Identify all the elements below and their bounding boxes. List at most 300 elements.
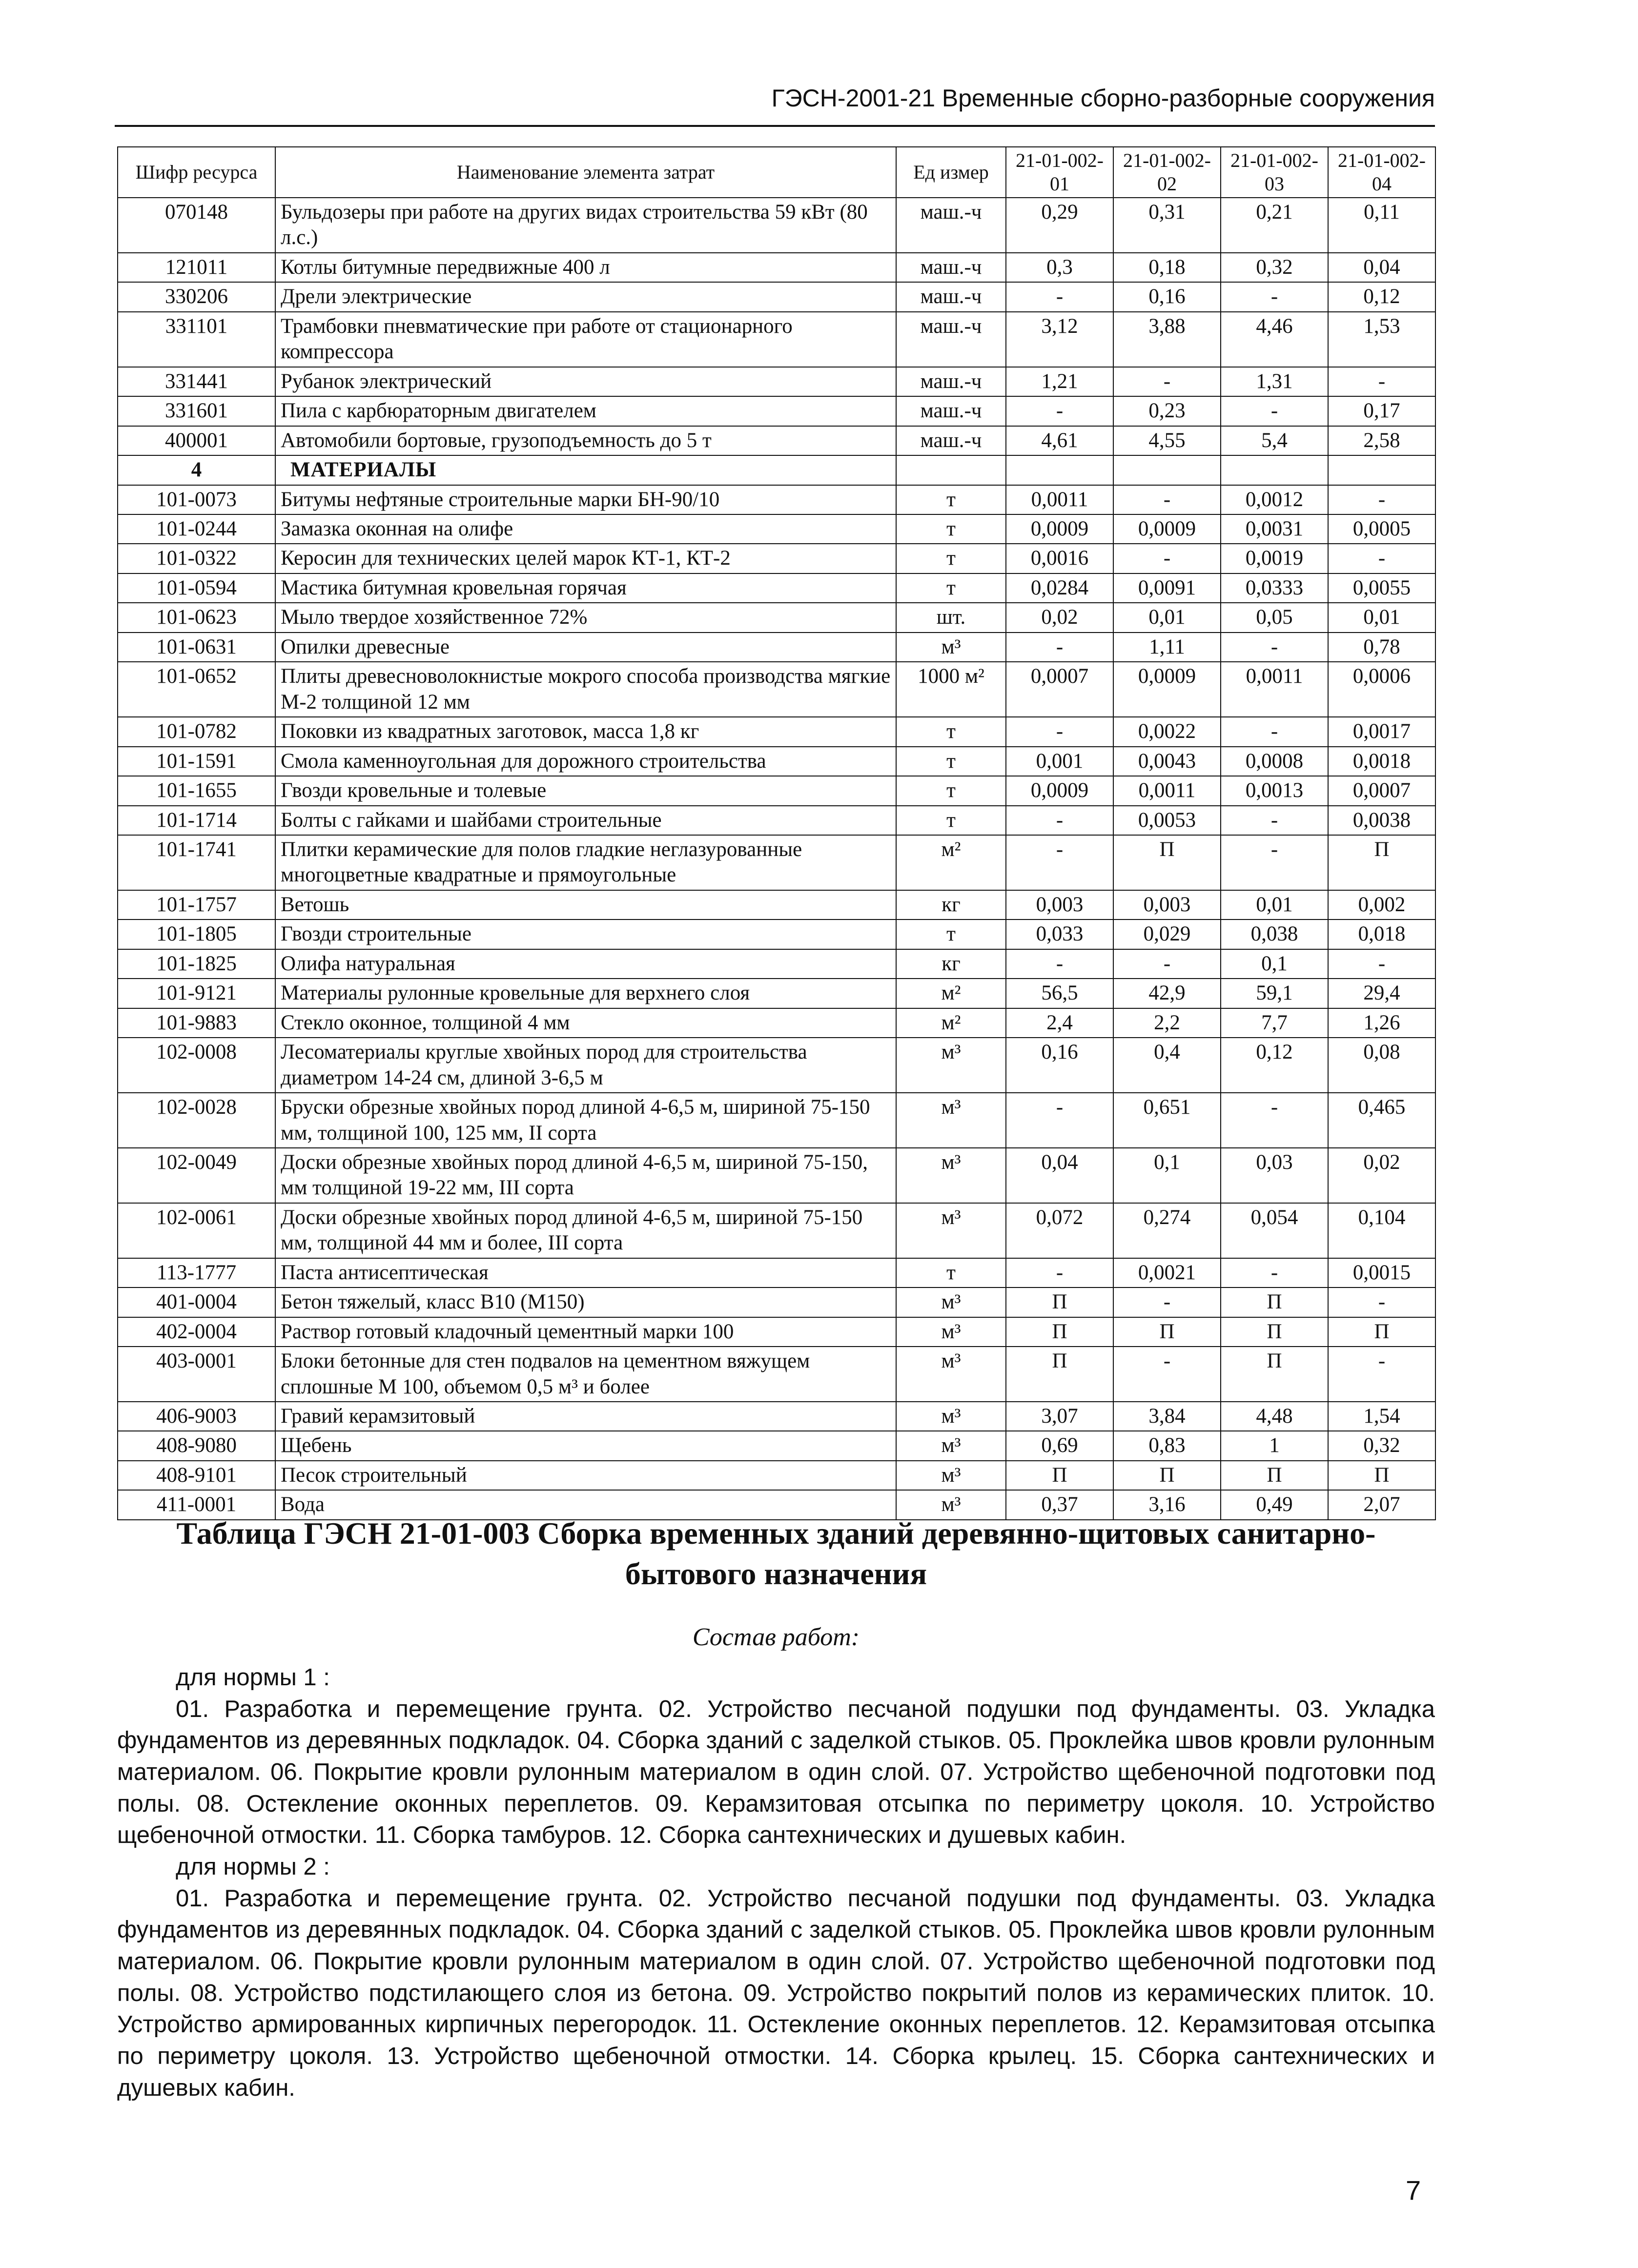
cell-norm-2: 0,0021 (1113, 1258, 1221, 1287)
table-row (118, 633, 1435, 662)
cell-norm-1: 0,0016 (1006, 544, 1113, 573)
cell-unit: маш.-ч (896, 253, 1006, 282)
cell-name: Автомобили бортовые, грузоподъемность до 5 т (275, 426, 896, 455)
cell-norm-2: 0,651 (1113, 1093, 1221, 1148)
cell-name: Лесоматериалы круглые хвойных пород для строительства диаметром 14-24 см, длиной 3-6,5 м (275, 1038, 896, 1093)
cell-unit: м³ (896, 1461, 1006, 1490)
cell-code: 101-1741 (118, 835, 275, 890)
cell-norm-2: 1,11 (1113, 633, 1221, 662)
cell-norm-2: 4,55 (1113, 426, 1221, 455)
cell-name: Замазка оконная на олифе (275, 514, 896, 544)
cell-name: Поковки из квадратных заготовок, масса 1,8 кг (275, 717, 896, 746)
cell-norm-2: 3,16 (1113, 1490, 1221, 1519)
cell-unit: м³ (896, 1148, 1006, 1203)
cell-norm-3: П (1221, 1317, 1328, 1347)
table-row (118, 1148, 1435, 1203)
cell-code: 408-9080 (118, 1431, 275, 1460)
cell-code: 4 (118, 455, 275, 485)
cell-norm-1 (1006, 455, 1113, 485)
cell-norm-4: 2,07 (1328, 1490, 1435, 1519)
cell-norm-2: П (1113, 1317, 1221, 1347)
table-row (118, 890, 1435, 919)
cell-norm-4 (1328, 455, 1435, 485)
cell-norm-2: 0,003 (1113, 890, 1221, 919)
cell-name: Керосин для технических целей марок КТ-1, КТ-2 (275, 544, 896, 573)
cell-norm-4: 0,01 (1328, 603, 1435, 632)
cell-norm-3: 59,1 (1221, 979, 1328, 1008)
cell-norm-2: 0,029 (1113, 919, 1221, 949)
cell-code: 401-0004 (118, 1287, 275, 1317)
table-row (118, 662, 1435, 717)
cell-unit: маш.-ч (896, 367, 1006, 396)
cell-code: 101-0073 (118, 485, 275, 514)
cell-name: Гравий керамзитовый (275, 1402, 896, 1431)
cell-norm-1: - (1006, 806, 1113, 835)
cell-norm-3: 0,054 (1221, 1203, 1328, 1258)
cell-unit: м³ (896, 1347, 1006, 1402)
composition-text (117, 1662, 1435, 2104)
col-header-name: Наименование элемента затрат (275, 147, 896, 198)
cell-norm-4: 29,4 (1328, 979, 1435, 1008)
cell-norm-4: 1,26 (1328, 1008, 1435, 1038)
cell-unit: шт. (896, 603, 1006, 632)
cell-norm-4: 0,78 (1328, 633, 1435, 662)
cell-norm-2: 0,0009 (1113, 514, 1221, 544)
table-row (118, 1347, 1435, 1402)
cell-code: 403-0001 (118, 1347, 275, 1402)
cell-name: Гвозди кровельные и толевые (275, 776, 896, 805)
cell-norm-3: 0,32 (1221, 253, 1328, 282)
cell-norm-4: 0,0015 (1328, 1258, 1435, 1287)
cell-name: Материалы рулонные кровельные для верхнего слоя (275, 979, 896, 1008)
cell-norm-2: 0,01 (1113, 603, 1221, 632)
cell-norm-3: - (1221, 282, 1328, 311)
cell-code: 102-0049 (118, 1148, 275, 1203)
cell-code: 101-1805 (118, 919, 275, 949)
cell-name: Трамбовки пневматические при работе от стационарного компрессора (275, 312, 896, 367)
cell-norm-4: 0,0007 (1328, 776, 1435, 805)
cell-norm-1: 0,37 (1006, 1490, 1113, 1519)
norm-1-label: для нормы 1 : (176, 1664, 330, 1691)
cell-unit: т (896, 717, 1006, 746)
cell-norm-3: 0,0031 (1221, 514, 1328, 544)
cell-norm-2 (1113, 455, 1221, 485)
cell-norm-1: 0,003 (1006, 890, 1113, 919)
cell-code: 113-1777 (118, 1258, 275, 1287)
table-row (118, 396, 1435, 426)
cell-name: Песок строительный (275, 1461, 896, 1490)
cell-norm-1: 0,02 (1006, 603, 1113, 632)
cell-name: Плитки керамические для полов гладкие неглазурованные многоцветные квадратные и прямоугольные (275, 835, 896, 890)
cell-code: 102-0061 (118, 1203, 275, 1258)
cell-norm-3 (1221, 455, 1328, 485)
col-header-norm-3: 21-01-002-03 (1221, 147, 1328, 198)
cell-unit: м³ (896, 1490, 1006, 1519)
cell-name: Паста антисептическая (275, 1258, 896, 1287)
cell-code: 406-9003 (118, 1402, 275, 1431)
table-row (118, 835, 1435, 890)
cell-norm-4: П (1328, 1317, 1435, 1347)
cell-norm-2: 0,1 (1113, 1148, 1221, 1203)
cell-norm-3: 0,0333 (1221, 573, 1328, 603)
cell-code: 411-0001 (118, 1490, 275, 1519)
cell-norm-4: 2,58 (1328, 426, 1435, 455)
cell-unit: т (896, 514, 1006, 544)
cell-norm-2: 0,0022 (1113, 717, 1221, 746)
table-row (118, 312, 1435, 367)
cell-name: Битумы нефтяные строительные марки БН-90/10 (275, 485, 896, 514)
table-row (118, 485, 1435, 514)
cell-norm-4: 0,17 (1328, 396, 1435, 426)
cell-norm-4: 1,53 (1328, 312, 1435, 367)
cell-norm-4: 0,11 (1328, 198, 1435, 253)
cell-code: 402-0004 (118, 1317, 275, 1347)
cell-code: 101-1591 (118, 747, 275, 776)
cell-norm-3: - (1221, 835, 1328, 890)
cell-unit: м² (896, 979, 1006, 1008)
cell-code: 121011 (118, 253, 275, 282)
cell-norm-2: 3,84 (1113, 1402, 1221, 1431)
table-row (118, 806, 1435, 835)
table-row (118, 919, 1435, 949)
cell-code: 101-0322 (118, 544, 275, 573)
cell-norm-1: П (1006, 1287, 1113, 1317)
cell-norm-1: - (1006, 396, 1113, 426)
cell-norm-2: 2,2 (1113, 1008, 1221, 1038)
cell-norm-4: 0,0018 (1328, 747, 1435, 776)
section-title-line-1: Таблица ГЭСН 21-01-003 Сборка временных зданий деревянно-щитовых санитарно- (176, 1516, 1376, 1551)
cell-norm-4: - (1328, 949, 1435, 979)
cell-code: 101-9883 (118, 1008, 275, 1038)
cell-norm-3: 4,46 (1221, 312, 1328, 367)
table-row (118, 1402, 1435, 1431)
cell-norm-4: 0,018 (1328, 919, 1435, 949)
cell-norm-1: 3,12 (1006, 312, 1113, 367)
section-title-line-2: бытового назначения (625, 1556, 927, 1592)
cell-code: 102-0008 (118, 1038, 275, 1093)
cell-unit: маш.-ч (896, 198, 1006, 253)
cell-code: 101-0623 (118, 603, 275, 632)
cell-name: Гвозди строительные (275, 919, 896, 949)
cell-norm-3: - (1221, 1258, 1328, 1287)
cell-code: 330206 (118, 282, 275, 311)
cell-norm-2: П (1113, 835, 1221, 890)
cell-norm-2: 0,16 (1113, 282, 1221, 311)
cell-unit: т (896, 776, 1006, 805)
cell-unit: м³ (896, 1431, 1006, 1460)
cell-norm-1: 3,07 (1006, 1402, 1113, 1431)
cell-code: 101-0594 (118, 573, 275, 603)
cell-norm-4: - (1328, 367, 1435, 396)
cell-norm-3: 0,0008 (1221, 747, 1328, 776)
cell-norm-1: - (1006, 835, 1113, 890)
cell-norm-2: 0,0091 (1113, 573, 1221, 603)
cell-norm-1: - (1006, 633, 1113, 662)
cell-unit: т (896, 919, 1006, 949)
table-row (118, 1038, 1435, 1093)
cell-name: Пила с карбюраторным двигателем (275, 396, 896, 426)
cell-norm-4: - (1328, 1287, 1435, 1317)
cell-norm-3: 0,0013 (1221, 776, 1328, 805)
table-row (118, 573, 1435, 603)
cell-unit (896, 455, 1006, 485)
table-row (118, 949, 1435, 979)
cell-name: Доски обрезные хвойных пород длиной 4-6,5 м, шириной 75-150, мм толщиной 19-22 мм, III сорта (275, 1148, 896, 1203)
cell-norm-4: 0,0006 (1328, 662, 1435, 717)
cell-norm-3: 0,1 (1221, 949, 1328, 979)
cell-name: Ветошь (275, 890, 896, 919)
cell-norm-2: 0,4 (1113, 1038, 1221, 1093)
col-header-norm-1: 21-01-002-01 (1006, 147, 1113, 198)
cell-norm-3: - (1221, 396, 1328, 426)
cell-norm-4: - (1328, 544, 1435, 573)
cell-norm-1: 0,0284 (1006, 573, 1113, 603)
cell-code: 101-1714 (118, 806, 275, 835)
table-row (118, 1258, 1435, 1287)
cell-norm-4: 0,0017 (1328, 717, 1435, 746)
resource-table (117, 146, 1436, 1520)
cell-code: 101-1825 (118, 949, 275, 979)
cell-norm-1: 0,0011 (1006, 485, 1113, 514)
cell-norm-2: 0,0053 (1113, 806, 1221, 835)
cell-unit: т (896, 1258, 1006, 1287)
cell-norm-3: 0,12 (1221, 1038, 1328, 1093)
table-header-row (118, 147, 1435, 198)
table-row (118, 717, 1435, 746)
cell-name: Дрели электрические (275, 282, 896, 311)
cell-norm-4: 0,04 (1328, 253, 1435, 282)
cell-norm-1: 56,5 (1006, 979, 1113, 1008)
cell-norm-3: 0,0011 (1221, 662, 1328, 717)
table-row (118, 1317, 1435, 1347)
cell-norm-1: 0,0009 (1006, 514, 1113, 544)
table-row (118, 426, 1435, 455)
cell-unit: м³ (896, 1287, 1006, 1317)
cell-norm-1: 1,21 (1006, 367, 1113, 396)
col-header-norm-4: 21-01-002-04 (1328, 147, 1435, 198)
cell-unit: м³ (896, 1093, 1006, 1148)
cell-norm-1: П (1006, 1347, 1113, 1402)
cell-unit: маш.-ч (896, 426, 1006, 455)
norm-2-label: для нормы 2 : (176, 1854, 330, 1880)
composition-heading: Состав работ: (692, 1623, 860, 1651)
cell-name: Доски обрезные хвойных пород длиной 4-6,5 м, шириной 75-150 мм, толщиной 44 мм и более, III сорта (275, 1203, 896, 1258)
cell-norm-1: 0,0009 (1006, 776, 1113, 805)
norm-2-text: 01. Разработка и перемещение грунта. 02. Устройство песчаной подушки под фундаменты. 03. Укладка фундаментов из деревянных подкладок. 04. Сборка зданий с заделкой стыков. 05. Проклейка швов кровли рулонным материалом. 06. Покрытие кровли рулонным материалом в один слой. 07. Устройство щебеночной подготовки под полы. 08. Устройство подстилающего слоя из бетона. 09. Устройство покрытий полов из керамических плиток. 10. Устройство армированных кирпичных перегородок. 11. Остекление оконных переплетов. 12. Керамзитовая отсыпка по периметру цоколя. 13. Устройство щебеночной отмостки. 14. Сборка крылец. 15. Сборка сантехнических и душевых кабин. (117, 1885, 1435, 2101)
page-number: 7 (1406, 2175, 1421, 2206)
cell-norm-3: 0,0019 (1221, 544, 1328, 573)
cell-name: Бульдозеры при работе на других видах строительства 59 кВт (80 л.с.) (275, 198, 896, 253)
cell-unit: м³ (896, 1203, 1006, 1258)
cell-unit: т (896, 806, 1006, 835)
table-row (118, 1287, 1435, 1317)
cell-unit: маш.-ч (896, 396, 1006, 426)
cell-code: 331601 (118, 396, 275, 426)
cell-norm-2: - (1113, 544, 1221, 573)
cell-name: МАТЕРИАЛЫ (275, 455, 896, 485)
cell-norm-3: 4,48 (1221, 1402, 1328, 1431)
cell-code: 101-0631 (118, 633, 275, 662)
table-row (118, 1431, 1435, 1460)
cell-norm-1: 0,001 (1006, 747, 1113, 776)
cell-norm-2: 0,23 (1113, 396, 1221, 426)
cell-unit: т (896, 544, 1006, 573)
cell-norm-1: 0,69 (1006, 1431, 1113, 1460)
cell-norm-1: 0,29 (1006, 198, 1113, 253)
table-row (118, 253, 1435, 282)
cell-norm-2: 0,274 (1113, 1203, 1221, 1258)
cell-norm-2: - (1113, 485, 1221, 514)
cell-norm-1: 0,16 (1006, 1038, 1113, 1093)
cell-norm-4: П (1328, 1461, 1435, 1490)
cell-norm-1: 4,61 (1006, 426, 1113, 455)
cell-norm-4: 0,08 (1328, 1038, 1435, 1093)
cell-norm-4: - (1328, 485, 1435, 514)
cell-name: Олифа натуральная (275, 949, 896, 979)
cell-norm-3: П (1221, 1461, 1328, 1490)
table-row (118, 198, 1435, 253)
table-row (118, 514, 1435, 544)
cell-code: 101-0782 (118, 717, 275, 746)
table-row (118, 1008, 1435, 1038)
table-section-row (118, 455, 1435, 485)
cell-norm-4: 0,002 (1328, 890, 1435, 919)
col-header-norm-2: 21-01-002-02 (1113, 147, 1221, 198)
cell-name: Смола каменноугольная для дорожного строительства (275, 747, 896, 776)
header-rule (115, 125, 1435, 127)
cell-norm-3: - (1221, 633, 1328, 662)
table-row (118, 1461, 1435, 1490)
cell-norm-4: 0,465 (1328, 1093, 1435, 1148)
running-header: ГЭСН-2001-21 Временные сборно-разборные сооружения (771, 84, 1435, 112)
cell-name: Бетон тяжелый, класс В10 (М150) (275, 1287, 896, 1317)
cell-norm-3: 0,01 (1221, 890, 1328, 919)
cell-norm-3: 1 (1221, 1431, 1328, 1460)
col-header-code: Шифр ресурса (118, 147, 275, 198)
cell-norm-4: 1,54 (1328, 1402, 1435, 1431)
cell-norm-1: 0,0007 (1006, 662, 1113, 717)
cell-name: Стекло оконное, толщиной 4 мм (275, 1008, 896, 1038)
cell-norm-3: 1,31 (1221, 367, 1328, 396)
cell-norm-3: - (1221, 717, 1328, 746)
cell-norm-1: 0,033 (1006, 919, 1113, 949)
table-body (118, 198, 1435, 1520)
cell-name: Опилки древесные (275, 633, 896, 662)
table-row (118, 747, 1435, 776)
cell-norm-3: П (1221, 1287, 1328, 1317)
cell-norm-4: 0,02 (1328, 1148, 1435, 1203)
cell-norm-3: - (1221, 806, 1328, 835)
cell-code: 101-9121 (118, 979, 275, 1008)
cell-code: 102-0028 (118, 1093, 275, 1148)
cell-norm-1: - (1006, 1093, 1113, 1148)
cell-code: 408-9101 (118, 1461, 275, 1490)
cell-name: Вода (275, 1490, 896, 1519)
col-header-unit: Ед измер (896, 147, 1006, 198)
cell-norm-1: - (1006, 717, 1113, 746)
cell-norm-1: - (1006, 949, 1113, 979)
cell-norm-1: 0,072 (1006, 1203, 1113, 1258)
cell-norm-1: - (1006, 282, 1113, 311)
cell-name: Блоки бетонные для стен подвалов на цементном вяжущем сплошные М 100, объемом 0,5 м³ и более (275, 1347, 896, 1402)
cell-unit: м² (896, 835, 1006, 890)
cell-norm-3: 0,49 (1221, 1490, 1328, 1519)
cell-code: 331441 (118, 367, 275, 396)
cell-norm-1: - (1006, 1258, 1113, 1287)
cell-name: Плиты древесноволокнистые мокрого способа производства мягкие М-2 толщиной 12 мм (275, 662, 896, 717)
cell-norm-1: 0,04 (1006, 1148, 1113, 1203)
cell-unit: т (896, 485, 1006, 514)
cell-norm-4: 0,0005 (1328, 514, 1435, 544)
cell-norm-2: - (1113, 367, 1221, 396)
cell-unit: кг (896, 949, 1006, 979)
cell-norm-4: П (1328, 835, 1435, 890)
cell-name: Мыло твердое хозяйственное 72% (275, 603, 896, 632)
cell-norm-2: 42,9 (1113, 979, 1221, 1008)
norm-1-text: 01. Разработка и перемещение грунта. 02. Устройство песчаной подушки под фундаменты. 03. Укладка фундаментов из деревянных подкладок. 04. Сборка зданий с заделкой стыков. 05. Проклейка швов кровли рулонным материалом. 06. Покрытие кровли рулонным материалом в один слой. 07. Устройство щебеночной подготовки под полы. 08. Остекление оконных переплетов. 09. Керамзитовая отсыпка по периметру цоколя. 10. Устройство щебеночной отмостки. 11. Сборка тамбуров. 12. Сборка сантехнических и душевых кабин. (117, 1696, 1435, 1849)
table-row (118, 1203, 1435, 1258)
table-row (118, 282, 1435, 311)
cell-code: 101-0244 (118, 514, 275, 544)
cell-norm-3: 0,21 (1221, 198, 1328, 253)
cell-norm-1: П (1006, 1317, 1113, 1347)
cell-name: Мастика битумная кровельная горячая (275, 573, 896, 603)
table-row (118, 367, 1435, 396)
cell-norm-2: 3,88 (1113, 312, 1221, 367)
cell-norm-2: 0,83 (1113, 1431, 1221, 1460)
table-row (118, 603, 1435, 632)
cell-name: Бруски обрезные хвойных пород длиной 4-6,5 м, шириной 75-150 мм, толщиной 100, 125 мм, II сорта (275, 1093, 896, 1148)
cell-norm-4: 0,0038 (1328, 806, 1435, 835)
cell-name: Рубанок электрический (275, 367, 896, 396)
cell-norm-2: 0,18 (1113, 253, 1221, 282)
table-row (118, 544, 1435, 573)
cell-norm-1: П (1006, 1461, 1113, 1490)
cell-unit: м³ (896, 633, 1006, 662)
cell-unit: 1000 м² (896, 662, 1006, 717)
cell-code: 101-1757 (118, 890, 275, 919)
cell-norm-2: - (1113, 949, 1221, 979)
cell-norm-4: 0,104 (1328, 1203, 1435, 1258)
cell-code: 331101 (118, 312, 275, 367)
cell-name: Щебень (275, 1431, 896, 1460)
cell-name: Раствор готовый кладочный цементный марки 100 (275, 1317, 896, 1347)
table-row (118, 979, 1435, 1008)
cell-norm-1: 2,4 (1006, 1008, 1113, 1038)
cell-unit: маш.-ч (896, 312, 1006, 367)
cell-norm-4: 0,32 (1328, 1431, 1435, 1460)
cell-norm-3: 0,038 (1221, 919, 1328, 949)
cell-norm-2: - (1113, 1287, 1221, 1317)
cell-norm-3: 0,0012 (1221, 485, 1328, 514)
cell-norm-3: - (1221, 1093, 1328, 1148)
cell-norm-3: 0,03 (1221, 1148, 1328, 1203)
cell-unit: маш.-ч (896, 282, 1006, 311)
cell-unit: м³ (896, 1402, 1006, 1431)
cell-norm-4: 0,12 (1328, 282, 1435, 311)
cell-unit: м² (896, 1008, 1006, 1038)
cell-norm-3: 0,05 (1221, 603, 1328, 632)
cell-unit: т (896, 573, 1006, 603)
section-title (117, 1513, 1435, 1594)
cell-norm-2: П (1113, 1461, 1221, 1490)
cell-code: 101-1655 (118, 776, 275, 805)
cell-name: Болты с гайками и шайбами строительные (275, 806, 896, 835)
cell-unit: м³ (896, 1038, 1006, 1093)
cell-name: Котлы битумные передвижные 400 л (275, 253, 896, 282)
cell-code: 400001 (118, 426, 275, 455)
cell-unit: т (896, 747, 1006, 776)
